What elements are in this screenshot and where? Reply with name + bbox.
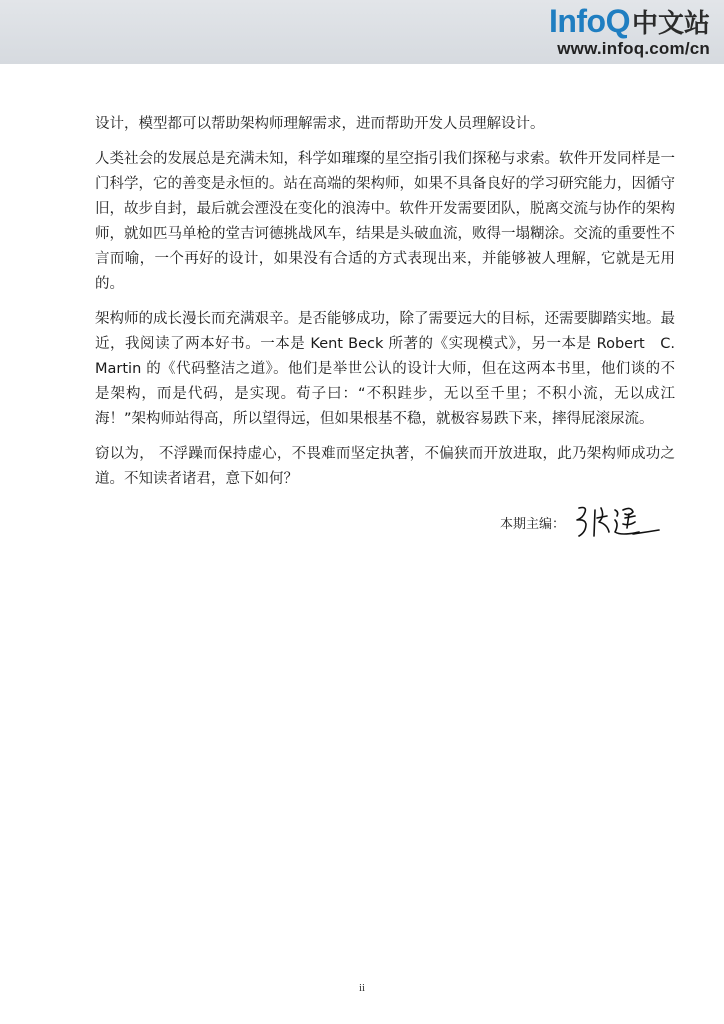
editor-signature-block [500,502,665,542]
paragraph-2: 人类社会的发展总是充满未知，科学如璀璨的星空指引我们探秘与求索。软件开发同样是一门科学，它的善变是永恒的。站在高端的架构师，如果不具备良好的学习研究能力，因循守旧，故步自封，最后就会湮没在变化的浪涛中。软件开发需要团队，脱离交流与协作的架构师，就如匹马单枪的堂吉诃德挑战风车，结果是头破血流，败得一塌糊涂。交流的重要性不言而喻，一个再好的设计，如果没有合适的方式表现出来，并能够被人理解，它就是无用的。 [95,151,675,292]
header-band [0,0,724,64]
handwritten-signature [573,502,665,542]
page-number: ii [358,982,366,994]
editor-label: 本期主编： [500,516,566,532]
logo-cn: 中文站 [631,9,710,39]
paragraph-1: 设计，模型都可以帮助架构师理解需求，进而帮助开发人员理解设计。 [95,116,545,132]
logo-main [549,4,710,41]
paragraph-4: 窃以为， 不浮躁而保持虚心，不畏难而坚定执著，不偏狭而开放进取，此乃架构师成功之道。不知读者诸君，意下如何？ [95,446,675,487]
infoq-logo[interactable] [549,4,710,59]
logo-brand: InfoQ [548,3,630,39]
paragraph-3: 架构师的成长漫长而充满艰辛。是否能够成功，除了需要远大的目标，还需要脚踏实地。最近，我阅读了两本好书。一本是 Kent Beck 所著的《实现模式》，另一本是 Robert C. Martin 的《代码整洁之道》。他们是举世公认的设计大师，但在这两本书里，他们谈的不是架构，而是代码，是实现。荀子曰：“不积跬步，无以至千里；不积小流，无以成江海！”架构师站得高，所以望得远，但如果根基不稳，就极容易跌下来，摔得屁滚尿流。 [95,311,675,427]
logo-url: www.infoq.com/cn [557,39,710,58]
article-body [95,112,675,502]
